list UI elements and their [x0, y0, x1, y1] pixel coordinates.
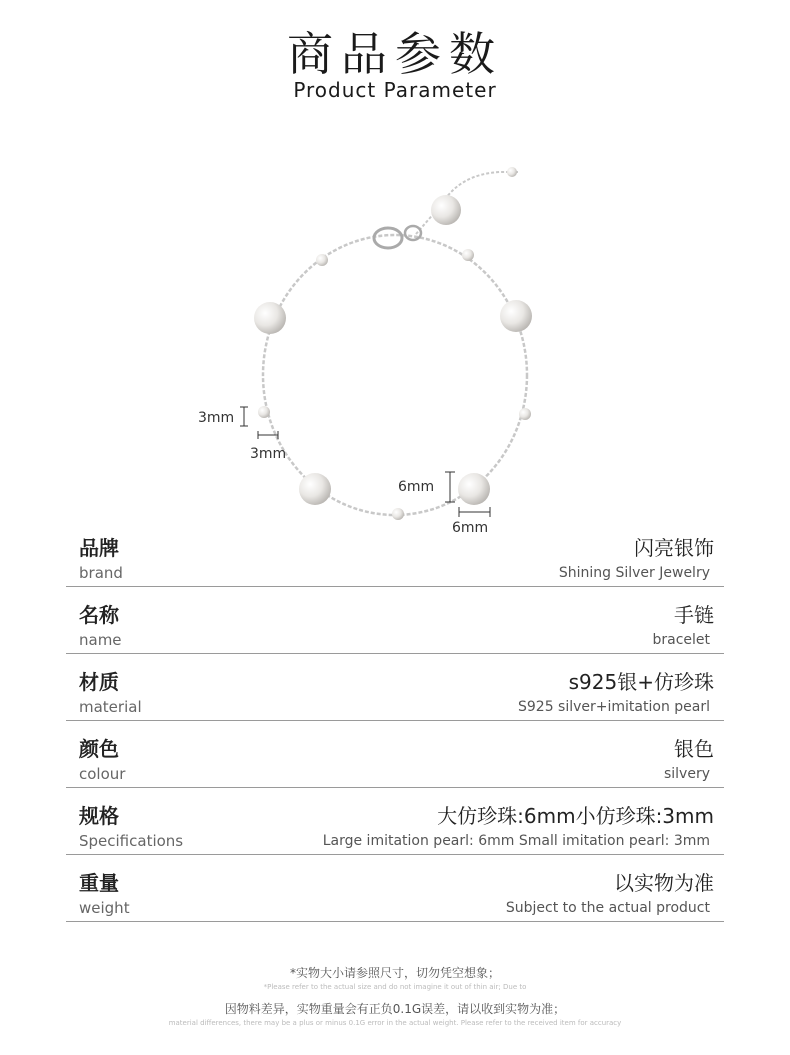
param-row-name: [66, 587, 724, 654]
param-value-zh: s925银+仿珍珠: [568, 670, 714, 694]
large-pearl: [458, 473, 490, 505]
param-value-en: Shining Silver Jewelry: [558, 565, 710, 581]
param-key-en: colour: [79, 765, 126, 783]
large-pearl: [431, 195, 461, 225]
param-key-zh: 名称: [79, 603, 119, 627]
param-key-en: Specifications: [79, 832, 184, 850]
param-key-zh: 重量: [79, 871, 119, 895]
param-row-specifications: [66, 788, 724, 855]
small-pearl-height-label: 3mm: [198, 410, 235, 426]
param-key-en: name: [79, 631, 122, 649]
bracelet-image: [180, 150, 600, 550]
param-key-en: weight: [79, 899, 130, 917]
param-value-zh: 闪亮银饰: [634, 536, 714, 560]
param-value-en: Subject to the actual product: [505, 900, 710, 916]
param-key-zh: 材质: [79, 670, 119, 694]
note-line-1: *实物大小请参照尺寸，切勿凭空想象；: [289, 966, 500, 980]
chain: [263, 235, 527, 515]
param-value-en: S925 silver+imitation pearl: [518, 699, 710, 715]
large-pearl: [500, 300, 532, 332]
param-value-zh: 大仿珍珠:6mm小仿珍珠:3mm: [437, 804, 714, 828]
large-pearl-width-label: 6mm: [452, 520, 489, 536]
small-pearl: [519, 408, 531, 420]
param-value-zh: 银色: [674, 737, 714, 761]
large-pearl: [299, 473, 331, 505]
small-pearl: [507, 167, 517, 177]
note-line-2-en: material differences, there may be a plus or minus 0.1G error in the actual weight. Please refer to the received item for accuracy: [168, 1019, 622, 1027]
page-title: 商品参数: [287, 27, 503, 81]
bracelet-illustration: [180, 150, 600, 550]
parameter-table: [66, 520, 724, 922]
param-key-zh: 规格: [79, 804, 119, 828]
param-key-zh: 颜色: [79, 737, 119, 761]
large-pearl: [254, 302, 286, 334]
param-value-en: silvery: [663, 766, 710, 782]
note-line-2: 因物料差异，实物重量会有正负0.1G误差，请以收到实物为准；: [224, 1002, 566, 1016]
small-pearl: [392, 508, 404, 520]
large-pearl-height-label: 6mm: [398, 479, 435, 495]
small-pearl: [316, 254, 328, 266]
param-value-en: bracelet: [652, 632, 710, 648]
jump-ring: [405, 226, 421, 240]
param-value-zh: 手链: [674, 603, 714, 627]
param-row-material: [66, 654, 724, 721]
clasp: [374, 228, 402, 248]
page-subtitle: Product Parameter: [293, 78, 497, 102]
param-value-zh: 以实物为准: [614, 871, 714, 895]
small-pearl: [258, 406, 270, 418]
param-row-brand: [66, 520, 724, 587]
param-value-en: Large imitation pearl: 6mm Small imitation pearl: 3mm: [322, 833, 710, 849]
param-key-en: brand: [79, 564, 123, 582]
small-pearl: [462, 249, 474, 261]
param-key-en: material: [79, 698, 142, 716]
param-row-weight: [66, 855, 724, 922]
extender-chain: [416, 172, 518, 234]
param-row-colour: [66, 721, 724, 788]
param-key-zh: 品牌: [79, 536, 119, 560]
small-pearl-width-label: 3mm: [250, 446, 287, 462]
note-line-1-en: *Please refer to the actual size and do not imagine it out of thin air; Due to: [263, 983, 527, 991]
